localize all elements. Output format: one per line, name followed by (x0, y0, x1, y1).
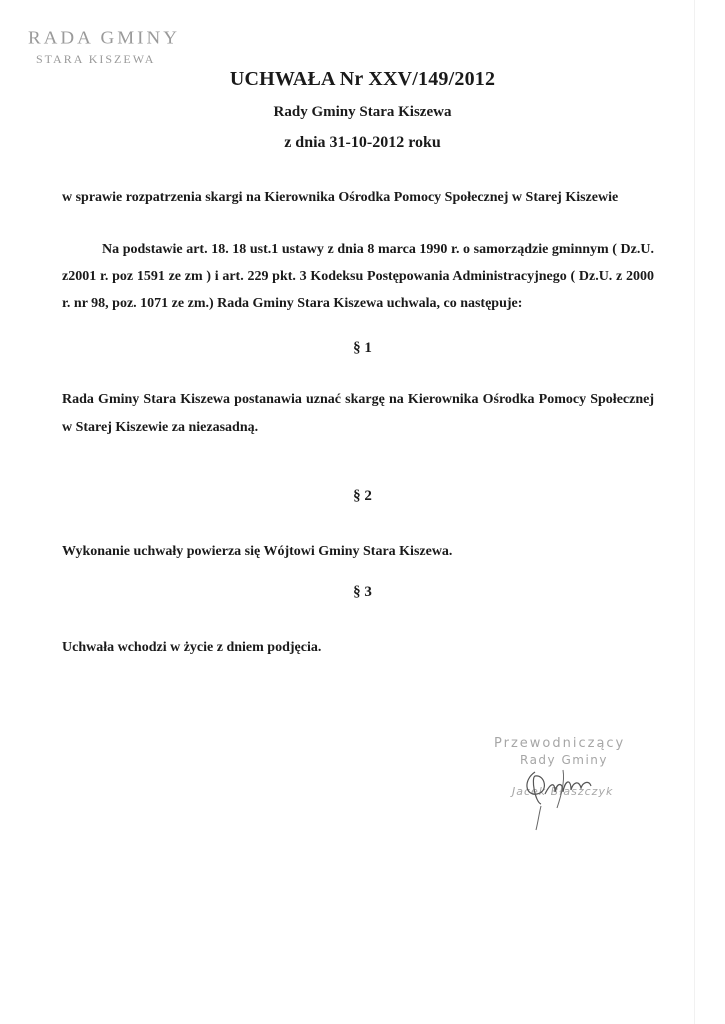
resolution-issuer: Rady Gminy Stara Kiszewa (273, 104, 452, 120)
council-stamp (28, 28, 180, 67)
stamp-line-2: STARA KISZEWA (36, 52, 156, 66)
section-2-mark: § 2 (353, 488, 372, 504)
legal-basis-text: Na podstawie art. 18. 18 ust.1 ustawy z dnia 8 marca 1990 r. o samorządzie gminnym ( Dz.U. z2001 r. poz 1591 ze zm ) i art. 229 pkt. 3 Kodeksu Postępowania Administracyjnego ( Dz.U. z 2000 r. nr 98, poz. 1071 ze zm.) Rada Gminy Stara Kiszewa uchwala, co następuje: (62, 242, 654, 311)
section-1-text: Rada Gminy Stara Kiszewa postanawia uznać skargę na Kierownika Ośrodka Pomocy Społecznej w Starej Kiszewie za niezasadną. (62, 392, 654, 435)
legal-basis-paragraph (62, 236, 654, 317)
scan-edge-mark (694, 0, 695, 1024)
chairman-role: Przewodniczący (494, 736, 626, 751)
resolution-title: UCHWAŁA Nr XXV/149/2012 (229, 68, 496, 90)
section-3-text: Uchwała wchodzi w życie z dniem podjęcia. (62, 640, 322, 655)
section-1-mark: § 1 (353, 340, 372, 356)
resolution-subject: w sprawie rozpatrzenia skargi na Kierownika Ośrodka Pomocy Społecznej w Starej Kiszewie (62, 190, 619, 205)
section-2-text: Wykonanie uchwały powierza się Wójtowi Gminy Stara Kiszewa. (62, 544, 453, 559)
resolution-date: z dnia 31-10-2012 roku (284, 134, 441, 151)
section-3-mark: § 3 (353, 584, 372, 600)
handwritten-signature (505, 752, 615, 832)
chairman-name: Jacek Błaszczyk (512, 785, 614, 798)
stamp-line-1: RADA GMINY (28, 28, 180, 49)
chairman-org: Rady Gminy (520, 753, 608, 767)
